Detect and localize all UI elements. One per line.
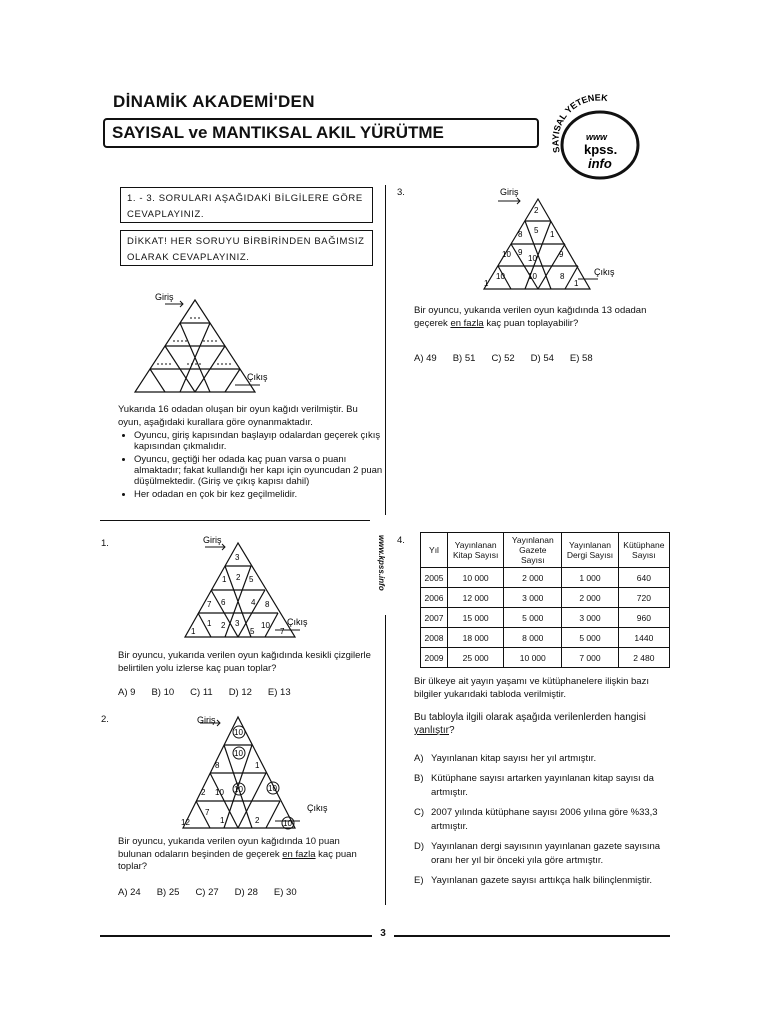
q2-cell-value: 10 — [268, 784, 277, 793]
q1-cell-value: 3 — [235, 553, 240, 562]
q2-option[interactable]: A) 24 — [118, 887, 141, 898]
table-header: Yayınlanan Dergi Sayısı — [562, 533, 619, 568]
section-title: SAYISAL ve MANTIKSAL AKIL YÜRÜTME — [112, 123, 444, 142]
q1-cell-value: 2 — [221, 621, 226, 630]
q4-text1: Bir ülkeye ait yayın yaşamı ve kütüphanelere ilişkin bazı bilgiler yukarıdaki tabloda verilmiştir. — [414, 676, 649, 700]
q2-cell-value: 10 — [234, 728, 243, 737]
q1-option[interactable]: C) 11 — [190, 687, 213, 698]
instruction-box: 1. - 3. SORULARI AŞAĞIDAKİ BİLGİLERE GÖRE CEVAPLAYINIZ. — [120, 187, 373, 223]
q2-cell-value: 7 — [205, 808, 210, 817]
q3-cell-value: 8 — [518, 230, 523, 239]
warning-box: DİKKAT! HER SORUYU BİRBİRİNDEN BAĞIMSIZ OLARAK CEVAPLAYINIZ. — [120, 230, 373, 266]
q1-option[interactable]: D) 12 — [228, 687, 252, 698]
q3-option[interactable]: D) 54 — [530, 353, 554, 364]
q2-number: 2. — [101, 714, 109, 725]
q2-cell-value: 1 — [220, 816, 225, 825]
q2-cell-value: 1 — [255, 761, 260, 770]
q4-option[interactable]: E) Yayınlanan gazete sayısı arttıkça halk bilinçlenmiştir. — [414, 875, 653, 886]
q3-option[interactable]: A) 49 — [414, 353, 437, 364]
q3-text: Bir oyuncu, yukarıda verilen oyun kağıdında 13 odadan geçerek en fazla kaç puan toplayabilir? — [414, 305, 647, 329]
publisher-title: DİNAMİK AKADEMİ'DEN — [113, 92, 315, 111]
rules-list — [120, 430, 386, 502]
q4-option[interactable]: C) 2007 yılında kütüphane sayısı 2006 yılına göre %33,3 artmıştır. — [414, 807, 658, 832]
q3-option[interactable]: C) 52 — [491, 353, 515, 364]
q1-entry-label: Giriş — [203, 535, 222, 545]
q1-options — [118, 682, 307, 700]
q3-cell-value: 9 — [559, 250, 564, 259]
column-divider-bottom — [385, 615, 386, 905]
q3-cell-value: 10 — [528, 254, 537, 263]
table-row: 2009 25 000 10 000 7 000 2 480 — [421, 648, 670, 668]
q3-cell-value: 9 — [518, 248, 523, 257]
intro-description: Yukarıda 16 odadan oluşan bir oyun kağıdı verilmiştir. Bu oyun, aşağıdaki kurallara göre oynanmaktadır. — [118, 404, 358, 428]
q4-option[interactable]: D) Yayınlanan dergi sayısının yayınlanan gazete sayısına oranı her yıl bir önceki yıla göre artmıştır. — [414, 841, 661, 866]
q3-entry-label: Giriş — [500, 187, 519, 197]
side-website-text: www.kpss.info — [377, 535, 386, 591]
data-table — [420, 532, 670, 668]
logo-line2: info — [588, 156, 612, 171]
logo-arc-text: SAYISAL YETENEK — [550, 92, 609, 154]
q1-cell-value: 1 — [222, 575, 227, 584]
q1-cell-value: 5 — [249, 575, 254, 584]
q3-cell-value: 5 — [534, 226, 539, 235]
q4-text2: Bu tabloyla ilgili olarak aşağıda verilenlerden hangisi yanlıştır? — [414, 712, 646, 736]
intro-pyramid-diagram — [125, 290, 275, 400]
q3-cell-value: 1 — [574, 279, 579, 288]
q3-cell-value: 2 — [534, 206, 539, 215]
q1-cell-value: 7 — [207, 600, 212, 609]
q2-exit-label: Çıkış — [307, 803, 328, 813]
table-row: 2007 15 000 5 000 3 000 960 — [421, 608, 670, 628]
q2-cell-value: 8 — [215, 761, 220, 770]
rule-item: • Oyuncu, giriş kapısından başlayıp odalardan geçerek çıkış kapısından çıkmalıdır. — [134, 430, 386, 452]
q2-cell-value: 10 — [215, 788, 224, 797]
logo-line1: kpss. — [584, 142, 618, 157]
q2-pyramid-diagram — [175, 713, 328, 833]
q2-text: Bir oyuncu, yukarıda verilen oyun kağıdında 10 puan bulunan odaların beşinden de geçerek en fazla kaç puan toplar? — [118, 836, 357, 872]
q1-text: Bir oyuncu, yukarıda verilen oyun kağıdında kesikli çizgilerle belirtilen yolu izlerse kaç puan toplar? — [118, 650, 371, 674]
q1-cell-value: 4 — [251, 598, 256, 607]
q1-pyramid-diagram — [175, 535, 325, 645]
site-logo — [548, 90, 648, 180]
q1-cell-value: 7 — [280, 627, 285, 636]
table-header-row — [421, 533, 670, 568]
q3-cell-value: 1 — [484, 279, 489, 288]
q2-options — [118, 882, 313, 900]
q3-number: 3. — [397, 187, 405, 198]
table-header: Yıl — [421, 533, 448, 568]
q3-cell-value: 8 — [560, 272, 565, 281]
q2-option[interactable]: D) 28 — [234, 887, 258, 898]
q3-pyramid-diagram — [468, 183, 628, 293]
q3-exit-label: Çıkış — [594, 267, 615, 277]
q2-cell-value: 2 — [255, 816, 260, 825]
q1-cell-value: 5 — [250, 627, 255, 636]
q2-option[interactable]: C) 27 — [195, 887, 219, 898]
q3-option[interactable]: B) 51 — [452, 353, 476, 364]
q2-option[interactable]: E) 30 — [273, 887, 297, 898]
q4-option[interactable]: B) Kütüphane sayısı artarken yayınlanan kitap sayısı da artmıştır. — [414, 773, 654, 798]
q2-cell-value: 10 — [283, 819, 292, 828]
logo-mark: www — [586, 132, 608, 142]
q3-options — [414, 348, 609, 366]
q2-cell-value: 2 — [201, 788, 206, 797]
q1-option[interactable]: A) 9 — [118, 687, 136, 698]
q4-options — [414, 752, 670, 894]
q1-option[interactable]: E) 13 — [267, 687, 291, 698]
q1-cell-value: 10 — [261, 621, 270, 630]
q1-cell-value: 6 — [221, 598, 226, 607]
q1-exit-label: Çıkış — [287, 617, 308, 627]
section-divider-left — [100, 520, 370, 521]
table-row: 2006 12 000 3 000 2 000 720 — [421, 588, 670, 608]
table-row: 2005 10 000 2 000 1 000 640 — [421, 568, 670, 588]
q2-cell-value: 12 — [181, 818, 190, 827]
q2-cell-value: 10 — [234, 749, 243, 758]
q3-cell-value: 1 — [550, 230, 555, 239]
table-header: Yayınlanan Gazete Sayısı — [504, 533, 562, 568]
intro-exit-label: Çıkış — [247, 372, 268, 382]
q1-cell-value: 3 — [235, 619, 240, 628]
q4-option[interactable]: A) Yayınlanan kitap sayısı her yıl artmıştır. — [414, 753, 597, 764]
q2-option[interactable]: B) 25 — [156, 887, 180, 898]
rule-item: • Her odadan en çok bir kez geçilmelidir. — [134, 489, 386, 500]
rule-item: • Oyuncu, geçtiği her odada kaç puan varsa o puanı almaktadır; fakat kullandığı her kapı için oyuncudan 2 puan düşülmektedir. (Giriş ve çıkış kapısı dahil) — [134, 454, 386, 487]
q2-entry-label: Giriş — [197, 715, 216, 725]
q3-option[interactable]: E) 58 — [569, 353, 593, 364]
q1-option[interactable]: B) 10 — [151, 687, 175, 698]
table-row: 2008 18 000 8 000 5 000 1440 — [421, 628, 670, 648]
q3-cell-value: 10 — [502, 250, 511, 259]
q4-number: 4. — [397, 535, 405, 546]
q1-cell-value: 1 — [207, 619, 212, 628]
table-header: Yayınlanan Kitap Sayısı — [448, 533, 504, 568]
q1-number: 1. — [101, 538, 109, 549]
table-header: Kütüphane Sayısı — [618, 533, 669, 568]
intro-entry-label: Giriş — [155, 292, 174, 302]
q1-cell-value: 8 — [265, 600, 270, 609]
q1-cell-value: 1 — [191, 627, 196, 636]
q1-cell-value: 2 — [236, 573, 241, 582]
q2-cell-value: 10 — [234, 785, 243, 794]
q3-cell-value: 10 — [496, 272, 505, 281]
page-number: 3 — [372, 928, 394, 944]
q3-cell-value: 10 — [528, 272, 537, 281]
